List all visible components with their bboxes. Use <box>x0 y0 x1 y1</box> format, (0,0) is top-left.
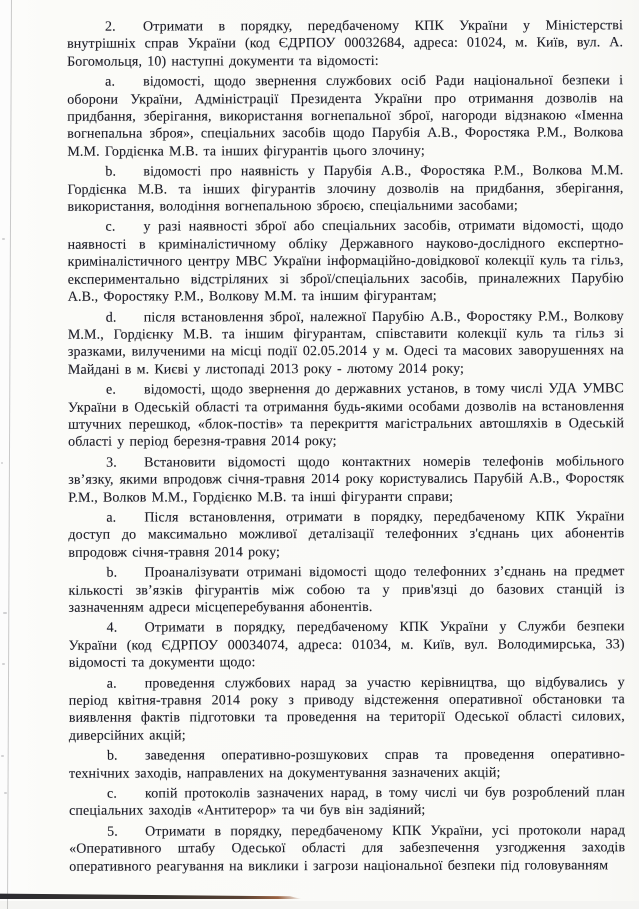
paragraph-text: Отримати в порядку, передбаченому КПК України, усі протоколи нарад «Оперативного штабу Одеської області для забезпечення узгодження заходів оперативного реагування на виклики і загрози національної безпеки під головуванням <box>69 823 626 875</box>
paragraph-marker: 4. <box>106 621 118 637</box>
paragraph <box>68 508 624 562</box>
scan-noise-speck <box>3 612 7 614</box>
paragraph-text: копій протоколів зазначених нарад, в тому числі чи був розроблений план спеціальних заходів «Антитерор» та чи був він задіяний; <box>69 785 626 820</box>
paragraph <box>67 72 623 160</box>
paragraph-text: Після встановлення, отримати в порядку, передбаченому КПК України доступ до максимально можливої деталізації телефонних з'єднань цих абонентів впродовж січня-травня 2014 року; <box>68 509 625 561</box>
paragraph-text: Отримати в порядку, передбаченому КПК України у Служби безпеки України (код ЄДРПОУ 00034074, адреса: 01034, м. Київ, вул. Володимирська, 33) відомості та документи щодо: <box>68 619 625 671</box>
paragraph-marker: 2. <box>105 19 116 35</box>
paragraph-text: у разі наявності зброї або спеціальних засобів, отримати відомості, щодо наявності в криміналістичному обліку Державного науково-дослідного експертно-криміналістичного центру МВС України інформаційно-довідкової колекції куль та гільз, експериментально відстріляних зі зброї/спеціальних засобів, приналежних Парубію А.В., Форостяку Р.М., Волкову М.М. та іншим фігурантам; <box>67 218 624 305</box>
paragraph-marker: b. <box>105 164 117 180</box>
paragraph <box>69 674 625 745</box>
document-text <box>67 17 625 879</box>
paragraph-marker: d. <box>105 310 117 326</box>
paragraph <box>68 308 624 379</box>
scan-noise-speck <box>2 663 5 665</box>
paragraph-marker: c. <box>107 786 118 802</box>
paragraph-marker: c. <box>105 220 116 236</box>
paragraph-marker: e. <box>105 382 116 398</box>
paragraph <box>69 747 625 783</box>
paragraph-text: Проаналізувати отримані відомості щодо телефонних з’єднань на предмет кількості зв’язків фігурантів між собою та у прив'язці до базових станцій із зазначенням адреси місцеперебування абонентів. <box>68 564 625 616</box>
paragraph-text: після встановлення зброї, належної Парубію А.В., Форостяку Р.М., Волкову М.М., Гордієнку М.В. та іншим фігурантам, співставити колекції куль та гільз зі зразками, вилученими на місці події 02.05.2014 у м. Одесі та масових заворушеннях на Майдані в м. Києві у листопаді 2013 року - лютому 2014 року; <box>67 308 624 378</box>
scan-bottom-edge-artifact <box>0 893 302 899</box>
paragraph <box>69 619 625 673</box>
paragraph-marker: b. <box>106 748 118 764</box>
paragraph <box>68 453 624 507</box>
paragraph-text: відомості, щодо звернення до державних установ, в тому числі УДА УМВС України в Одеській області та отримання будь-якими особами дозволів на встановлення штучних перешкод, «блок-постів» та перекриття магістральних автошляхів в Одеській області у період березня-травня 2014 року; <box>67 381 625 451</box>
paragraph-marker: a. <box>106 676 117 692</box>
paragraph <box>69 822 625 876</box>
paragraph-text: Встановити відомості щодо контактних номерів телефонів мобільного зв’язку, якими впродовж січня-травня 2014 року користувались Парубій А.В., Форостяк Р.М., Волков М.М., Гордієнко М.В. та інші фігуранти справи; <box>68 454 625 506</box>
scan-noise-speck <box>2 238 5 240</box>
paragraph <box>67 17 623 71</box>
paragraph-text: Отримати в порядку, передбаченому КПК України у Міністерстві внутрішніх справ України (код ЄДРПОУ 00032684, адреса: 01024, м. Київ, вул. А. Богомольця, 10) наступні документи та відомості: <box>67 18 624 70</box>
paragraph <box>68 218 624 306</box>
paragraph <box>69 784 625 820</box>
scan-noise-speck <box>4 792 7 794</box>
paragraph <box>68 563 624 617</box>
paragraph-text: відомості про наявність у Парубія А.В., Форостяка Р.М., Волкова М.М. Гордієнка М.В. та інших фігурантів злочину дозволів на придбання, зберігання, використання, володіння вогнепальною зброєю, спеціальними засобами; <box>67 163 624 215</box>
paragraph <box>67 163 623 217</box>
paragraph-marker: b. <box>106 565 118 581</box>
paragraph-text: проведення службових нарад за участю керівництва, що відбувались у період квітня-травня 2014 року з приводу відстеження оперативної обстановки та виявлення фактів підготовки та проведення на території Одеської області силових, диверсійних акцій; <box>68 674 625 744</box>
paragraph-text: заведення оперативно-розшукових справ та проведення оперативно-технічних заходів, направлених на документування зазначених акцій; <box>68 747 625 782</box>
scan-noise-speck <box>1 462 3 464</box>
paragraph-text: відомості, щодо звернення службових осіб Ради національної безпеки і оборони України, Адміністрації Президента України про отримання дозволів на придбання, зберігання, використання вогнепальної зброї, нагороди відзнакою «Іменна вогнепальна зброя», спеціальних засобів щодо Парубія А.В., Форостяка Р.М., Волкова М.М. Гордієнка М.В. та інших фігурантів цього злочину; <box>67 73 624 160</box>
paragraph-marker: 5. <box>107 824 118 840</box>
paragraph-marker: a. <box>105 74 116 90</box>
scan-noise-speck <box>1 755 4 757</box>
paragraph <box>68 380 624 451</box>
paragraph-marker: 3. <box>106 455 117 471</box>
paragraph-marker: a. <box>106 510 117 526</box>
